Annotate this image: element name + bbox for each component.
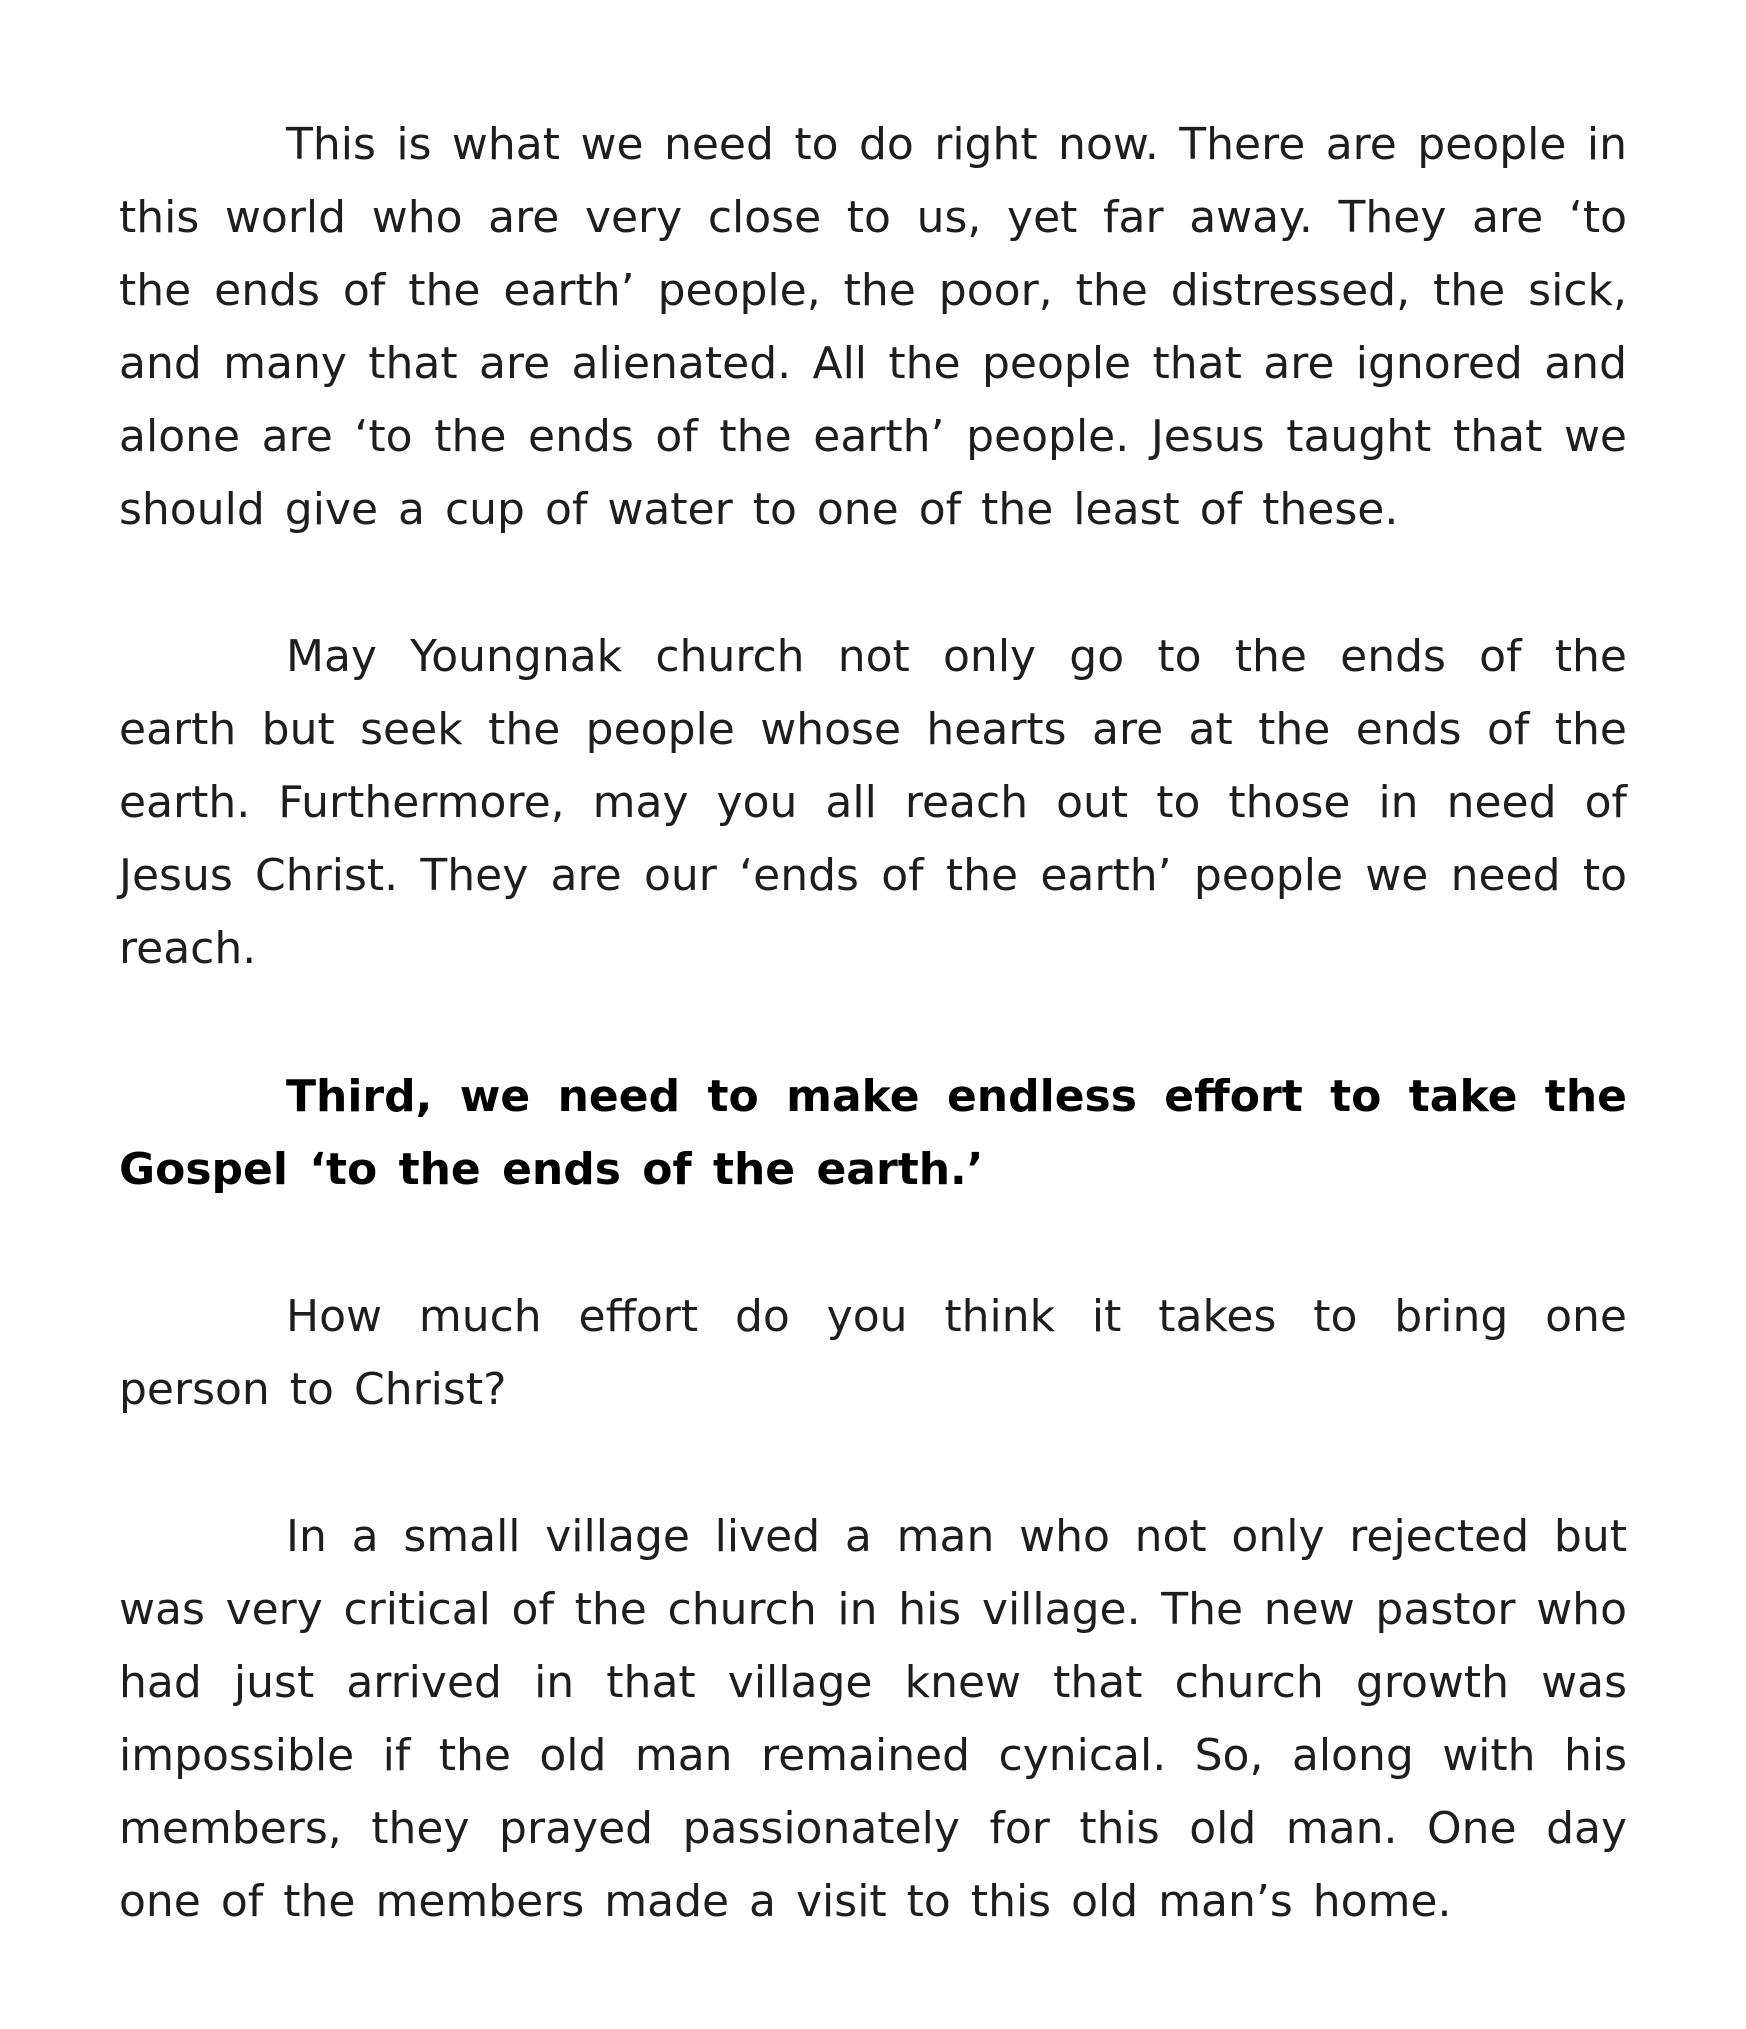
paragraph-effort-question: How much effort do you think it takes to bring one person to Christ? <box>119 1291 1627 1415</box>
section-heading-third: Third, we need to make endless effort to take the Gospel ‘to the ends of the earth.’ <box>119 1071 1627 1195</box>
paragraph-youngnak-church: May Youngnak church not only go to the ends of the earth but seek the people whose hearts are at the ends of the earth. Furthermore, may you all reach out to those in need of Jesus Christ. They are our ‘ends of the earth’ people we need to reach. <box>119 631 1627 974</box>
paragraph-village-story: In a small village lived a man who not only rejected but was very critical of the church in his village. The new pastor who had just arrived in that village knew that church growth was impossible if the old man remained cynical. So, along with his members, they prayed passionately for this old man. One day one of the members made a visit to this old man’s home. <box>119 1511 1627 1927</box>
paragraph-ends-of-earth-people: This is what we need to do right now. There are people in this world who are very close to us, yet far away. They are ‘to the ends of the earth’ people, the poor, the distressed, the sick, and many that are alienated. All the people that are ignored and alone are ‘to the ends of the earth’ people. Jesus taught that we should give a cup of water to one of the least of these. <box>119 119 1627 535</box>
